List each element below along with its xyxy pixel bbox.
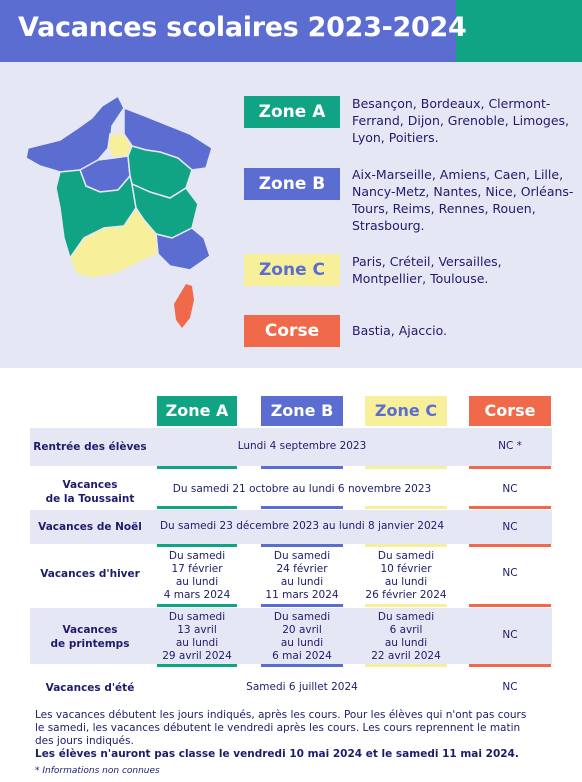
- cell-noel-all-zones: Du samedi 23 décembre 2023 au lundi 8 janvier 2024: [159, 520, 445, 532]
- cell-hiver-zone-c: [361, 550, 451, 602]
- row-label-hiver: Vacances d'hiver: [40, 568, 140, 580]
- row-label-printemps-1: Vacances: [62, 624, 118, 636]
- row-hiver-zone-c-line: [365, 604, 447, 607]
- cell-hiver-zone-b-line-1: Du samedi: [273, 550, 331, 562]
- footer-line-1: Les vacances débutent les jours indiqués, après les cours. Pour les élèves qui n'ont pas cours: [35, 709, 527, 721]
- row-toussaint-zone-c-line: [365, 506, 447, 509]
- cell-printemps-zone-a-line-4: 29 avril 2024: [162, 650, 232, 662]
- cell-printemps-zone-b-line-3: au lundi: [280, 637, 324, 649]
- row-printemps-zone-c-line: [365, 664, 447, 667]
- zone-c-cities: Paris, Créteil, Versailles, Montpellier, Toulouse.: [352, 254, 502, 286]
- row-toussaint-zone-b-line: [261, 506, 343, 509]
- column-header-zone-a: Zone A: [157, 396, 237, 426]
- header-banner: [0, 0, 582, 62]
- cell-hiver-zone-c-line-3: au lundi: [384, 576, 428, 588]
- cell-printemps-zone-b-line-2: 20 avril: [282, 624, 322, 636]
- row-label-ete: Vacances d'été: [45, 682, 135, 694]
- cell-printemps-zone-c: [361, 611, 451, 663]
- footer-asterisk-note: * Informations non connues: [35, 766, 160, 776]
- cell-printemps-zone-c-line-3: au lundi: [384, 637, 428, 649]
- cell-hiver-zone-a-line-2: 17 février: [171, 563, 223, 575]
- header-accent-bar: [456, 0, 582, 62]
- cell-printemps-zone-b-line-1: Du samedi: [273, 611, 331, 623]
- footer-line-2: le samedi, les vacances débutent le vendredi après les cours. Les cours reprennent le matin: [35, 722, 521, 734]
- cell-toussaint-all-zones: Du samedi 21 octobre au lundi 6 novembre 2023: [172, 483, 432, 495]
- map-region-corse: [174, 284, 194, 328]
- france-zones-map: [20, 88, 220, 338]
- zone-a-badge: Zone A: [244, 96, 340, 128]
- cell-printemps-zone-a-line-2: 13 avril: [177, 624, 217, 636]
- row-label-rentree: Rentrée des élèves: [33, 441, 147, 453]
- cell-noel-corse: NC: [502, 521, 518, 533]
- cell-hiver-zone-a-line-1: Du samedi: [168, 550, 226, 562]
- cell-rentree-all-zones: Lundi 4 septembre 2023: [237, 440, 367, 452]
- cell-printemps-zone-b: [261, 611, 343, 663]
- footer-bold-notice: Les élèves n'auront pas classe le vendredi 10 mai 2024 et le samedi 11 mai 2024.: [35, 748, 519, 760]
- corse-badge: Corse: [244, 315, 340, 347]
- cell-hiver-zone-c-line-2: 10 février: [380, 563, 432, 575]
- cell-printemps-zone-a-line-1: Du samedi: [168, 611, 226, 623]
- row-hiver-corse-line: [469, 604, 551, 607]
- row-toussaint-corse-line: [469, 506, 551, 509]
- row-noel-zone-c-line: [365, 544, 447, 547]
- row-label-noel: Vacances de Noël: [38, 521, 142, 533]
- cell-printemps-zone-a: [157, 611, 237, 663]
- zone-a-cities: Besançon, Bordeaux, Clermont-Ferrand, Dijon, Grenoble, Limoges, Lyon, Poitiers.: [352, 96, 570, 145]
- cell-printemps-corse: NC: [502, 629, 518, 641]
- row-rentree-corse-line: [469, 466, 551, 469]
- cell-hiver-zone-a-line-3: au lundi: [175, 576, 219, 588]
- row-hiver-zone-a-line: [157, 604, 237, 607]
- page-title: Vacances scolaires 2023-2024: [18, 12, 467, 43]
- cell-hiver-zone-b: [261, 550, 343, 602]
- cell-rentree-corse: NC *: [498, 440, 522, 452]
- cell-hiver-zone-b-line-2: 24 février: [276, 563, 328, 575]
- cell-hiver-corse: NC: [502, 567, 518, 579]
- cell-hiver-zone-c-line-4: 26 février 2024: [365, 589, 447, 601]
- cell-printemps-zone-a-line-3: au lundi: [175, 637, 219, 649]
- row-hiver-zone-b-line: [261, 604, 343, 607]
- row-noel-corse-line: [469, 544, 551, 547]
- zone-b-cities: Aix-Marseille, Amiens, Caen, Lille, Nancy-Metz, Nantes, Nice, Orléans-Tours, Reims, Rennes, Rouen, Strasbourg.: [352, 167, 574, 233]
- cell-printemps-zone-c-line-4: 22 avril 2024: [371, 650, 441, 662]
- row-rentree-zone-a-line: [157, 466, 237, 469]
- cell-hiver-zone-a: [157, 550, 237, 602]
- row-label-toussaint-2: de la Toussaint: [45, 493, 135, 505]
- cell-ete-all-zones: Samedi 6 juillet 2024: [246, 681, 358, 693]
- row-noel-zone-a-line: [157, 544, 237, 547]
- cell-hiver-zone-b-line-3: au lundi: [280, 576, 324, 588]
- cell-ete-corse: NC: [502, 681, 518, 693]
- row-toussaint-zone-a-line: [157, 506, 237, 509]
- row-noel-zone-b-line: [261, 544, 343, 547]
- row-printemps-corse-line: [469, 664, 551, 667]
- row-rentree-zone-c-line: [365, 466, 447, 469]
- zone-c-badge: Zone C: [244, 254, 340, 286]
- row-printemps-zone-a-line: [157, 664, 237, 667]
- row-label-printemps-2: de printemps: [50, 638, 130, 650]
- cell-printemps-zone-b-line-4: 6 mai 2024: [272, 650, 332, 662]
- column-header-zone-c: Zone C: [365, 396, 447, 426]
- cell-printemps-zone-c-line-2: 6 avril: [389, 624, 423, 636]
- cell-toussaint-corse: NC: [502, 483, 518, 495]
- cell-hiver-zone-b-line-4: 11 mars 2024: [265, 589, 339, 601]
- zone-b-badge: Zone B: [244, 168, 340, 200]
- footer-line-3: des jours indiqués.: [35, 735, 134, 747]
- cell-hiver-zone-c-line-1: Du samedi: [377, 550, 435, 562]
- cell-printemps-zone-c-line-1: Du samedi: [377, 611, 435, 623]
- row-rentree-zone-b-line: [261, 466, 343, 469]
- cell-hiver-zone-a-line-4: 4 mars 2024: [163, 589, 231, 601]
- row-printemps-zone-b-line: [261, 664, 343, 667]
- corse-cities: Bastia, Ajaccio.: [352, 323, 448, 338]
- column-header-zone-b: Zone B: [261, 396, 343, 426]
- row-label-toussaint-1: Vacances: [62, 479, 118, 491]
- column-header-corse: Corse: [469, 396, 551, 426]
